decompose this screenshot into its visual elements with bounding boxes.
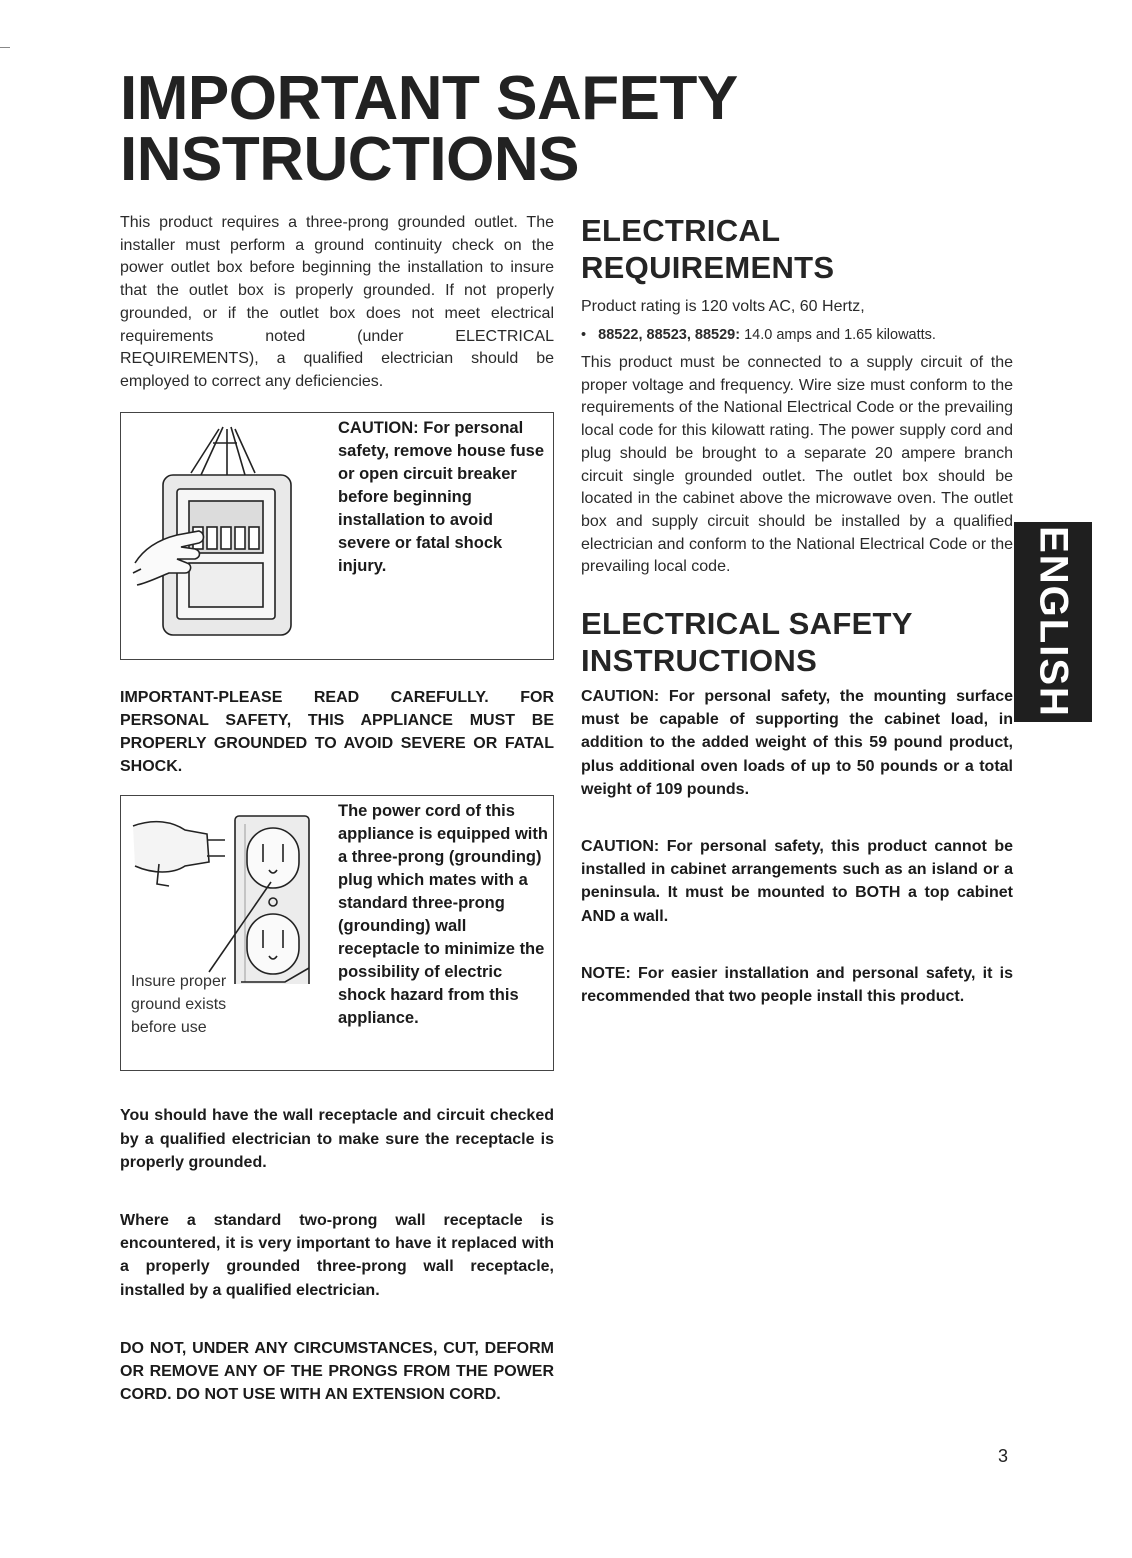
page-title-line-2: INSTRUCTIONS xyxy=(120,125,579,194)
model-numbers: 88522, 88523, 88529: xyxy=(598,327,741,343)
important-read-carefully: IMPORTANT-PLEASE READ CAREFULLY. FOR PERSONAL SAFETY, THIS APPLIANCE MUST BE PROPERLY GROUNDED TO AVOID SEVERE OR FATAL SHOCK. xyxy=(120,688,554,776)
do-not-cut-warning: DO NOT, UNDER ANY CIRCUMSTANCES, CUT, DEFORM OR REMOVE ANY OF THE PRONGS FROM THE POWER CORD. DO NOT USE WITH AN EXTENSION CORD. xyxy=(120,1339,554,1404)
power-cord-text: The power cord of this appliance is equipped with a three-prong (grounding) plug which mates with a standard three-prong (grounding) wall receptacle to minimize the possibility of electric shock hazard from this appliance. xyxy=(338,802,548,1028)
outlet-caption-line-2: ground exists xyxy=(131,996,227,1014)
mounting-caution: CAUTION: For personal safety, the mounting surface must be capable of supporting the cabinet load, in addition to the added weight of this 59 pound product, plus additional oven loads of up to 50 pounds or a total weight of 109 pounds. xyxy=(581,688,1013,798)
intro-paragraph: This product requires a three-prong grounded outlet. The installer must perform a ground continuity check on the power outlet box before beginning the installation to insure that the outlet box is properly grounded. If not properly grounded, or if the outlet box does not meet electrical requirements noted (under ELECTRICAL REQUIREMENTS), a qualified electrician should be employed to correct any deficiencies. xyxy=(120,214,554,390)
electrical-heading-line-2: REQUIREMENTS xyxy=(581,250,835,285)
power-cord-box xyxy=(120,795,554,1071)
outlet-caption xyxy=(131,970,226,1039)
page-title-line-1: IMPORTANT SAFETY xyxy=(120,64,738,133)
two-people-note: NOTE: For easier installation and personal safety, it is recommended that two people install this product. xyxy=(581,964,1013,1006)
page-number: 3 xyxy=(998,1446,1009,1466)
breaker-caution-text: CAUTION: For personal safety, remove house fuse or open circuit breaker before beginning installation to avoid severe or fatal shock injury. xyxy=(338,418,545,575)
electrical-requirements-heading xyxy=(581,212,1013,286)
language-tab-label: ENGLISH xyxy=(1031,526,1076,718)
electrical-safety-heading xyxy=(581,605,1013,679)
model-rating-text: 14.0 amps and 1.65 kilowatts. xyxy=(744,327,936,343)
right-column xyxy=(581,212,1013,1008)
left-column xyxy=(120,212,554,1406)
bullet-mark: • xyxy=(581,327,587,343)
product-rating: Product rating is 120 volts AC, 60 Hertz, xyxy=(581,298,865,315)
language-tab xyxy=(1014,522,1092,722)
model-rating-bullet xyxy=(581,324,1013,346)
breaker-caution-box xyxy=(120,412,554,660)
two-prong-paragraph: Where a standard two-prong wall receptacle is encountered, it is very important to have it replaced with a properly grounded three-prong wall receptacle, installed by a qualified electrician. xyxy=(120,1212,554,1299)
page-title xyxy=(120,64,738,194)
supply-circuit-paragraph: This product must be connected to a supply circuit of the proper voltage and frequency. Wire size must conform to the requirements of the National Electrical Code or the prevailing local code for this kilowatt rating. The power supply cord and plug should be brought to a separate 20 ampere branch circuit single grounded outlet. The outlet box should be located in the cabinet above the microwave oven. The outlet box and supply circuit should be installed by a qualified electrician and conform to the National Electrical Code or the prevailing local code. xyxy=(581,354,1013,576)
outlet-caption-line-3: before use xyxy=(131,1019,207,1037)
page-edge-mark xyxy=(0,47,10,48)
safety-heading-line-1: ELECTRICAL SAFETY xyxy=(581,606,913,642)
breaker-panel-illustration xyxy=(131,423,321,651)
island-caution: CAUTION: For personal safety, this product cannot be installed in cabinet arrangements such as an island or a peninsula. It must be mounted to BOTH a top cabinet AND a wall. xyxy=(581,838,1013,925)
receptacle-check-paragraph: You should have the wall receptacle and circuit checked by a qualified electrician to make sure the receptacle is properly grounded. xyxy=(120,1107,554,1171)
grounded-outlet-illustration xyxy=(129,804,329,984)
safety-heading-line-2: INSTRUCTIONS xyxy=(581,643,818,679)
electrical-heading-line-1: ELECTRICAL xyxy=(581,213,781,248)
outlet-caption-line-1: Insure proper xyxy=(131,973,227,991)
